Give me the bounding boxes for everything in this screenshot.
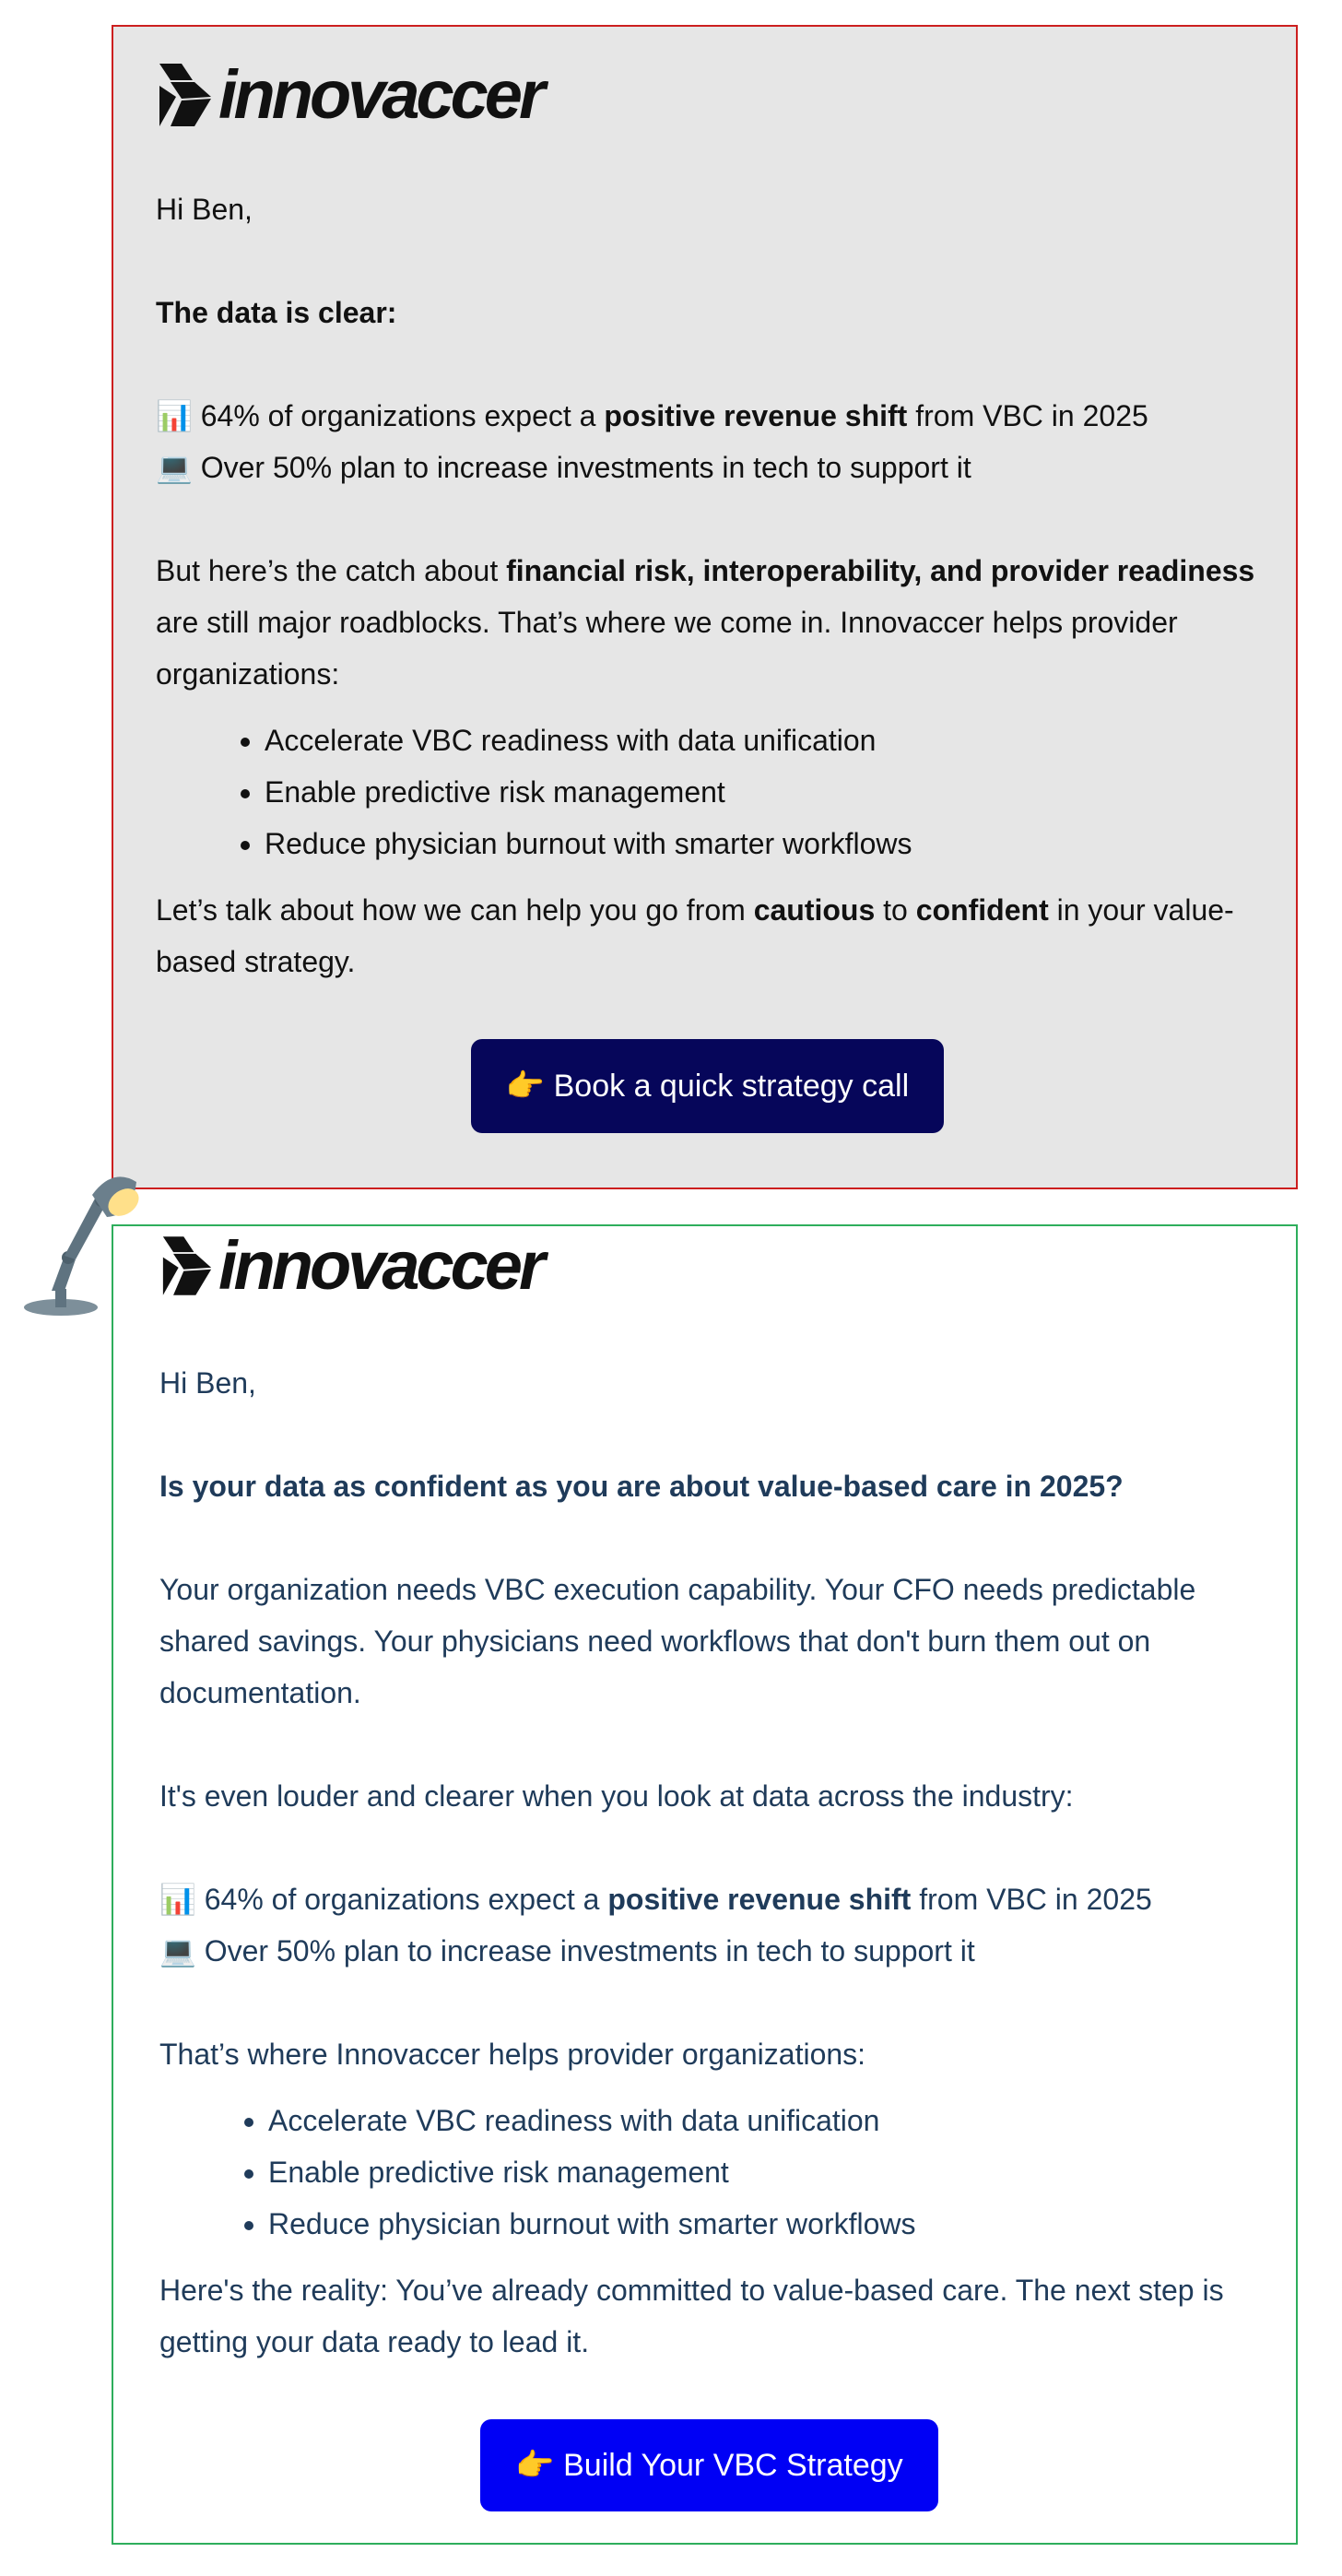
- intro-paragraph: That’s where Innovaccer helps provider organizations:: [159, 2038, 866, 2071]
- stat-revenue: 📊 64% of organizations expect a positive revenue shift from VBC in 2025: [159, 1882, 1152, 1917]
- email-variant-b: [112, 1224, 1298, 2545]
- laptop-icon: 💻: [159, 1933, 196, 1968]
- email-variant-a: [112, 25, 1298, 1189]
- stat-revenue: 📊 64% of organizations expect a positive revenue shift from VBC in 2025: [156, 398, 1148, 433]
- brand-name: innovaccer: [218, 1227, 542, 1304]
- list-item: • Enable predictive risk management: [268, 2146, 1259, 2198]
- vbc-needs-paragraph: Your organization needs VBC execution capability. Your CFO needs predictable shared savings. Your physicians need workflows that don't burn them out on documentation.: [159, 1573, 1196, 1709]
- reality-paragraph: Here's the reality: You’ve already committed to value-based care. The next step is getting your data ready to lead it.: [159, 2274, 1224, 2358]
- innovaccer-logo-icon: [161, 1235, 213, 1297]
- stat-tech: 💻 Over 50% plan to increase investments in tech to support it: [156, 450, 971, 485]
- email-body: [156, 183, 1259, 1133]
- list-item: • Accelerate VBC readiness with data unification: [268, 2095, 1259, 2146]
- list-item: • Accelerate VBC readiness with data unification: [265, 715, 1259, 766]
- list-item: • Reduce physician burnout with smarter workflows: [268, 2198, 1259, 2250]
- list-item: • Reduce physician burnout with smarter workflows: [265, 818, 1259, 869]
- closing-paragraph: Let’s talk about how we can help you go from cautious to confident in your value-based strategy.: [156, 893, 1234, 978]
- innovaccer-logo: [161, 1227, 542, 1304]
- benefit-list: [156, 715, 1259, 869]
- build-vbc-strategy-button[interactable]: 👉 Build Your VBC Strategy: [480, 2419, 937, 2511]
- laptop-icon: 💻: [156, 450, 193, 485]
- industry-paragraph: It's even louder and clearer when you look at data across the industry:: [159, 1779, 1074, 1813]
- innovaccer-logo: [158, 56, 542, 133]
- innovaccer-logo-icon: [158, 62, 213, 128]
- greeting: Hi Ben,: [159, 1366, 256, 1400]
- book-strategy-call-button[interactable]: 👉 Book a quick strategy call: [471, 1039, 944, 1133]
- benefit-list: [159, 2095, 1259, 2250]
- email-body: [159, 1357, 1259, 2511]
- catch-paragraph: But here’s the catch about financial risk, interoperability, and provider readiness are still major roadblocks. That’s where we come in. Innovaccer helps provider organizations:: [156, 554, 1255, 691]
- bar-chart-icon: 📊: [156, 398, 193, 433]
- greeting: Hi Ben,: [156, 193, 253, 226]
- headline: Is your data as confident as you are about value-based care in 2025?: [159, 1470, 1124, 1503]
- brand-name: innovaccer: [218, 56, 542, 133]
- headline: The data is clear:: [156, 296, 397, 329]
- bar-chart-icon: 📊: [159, 1882, 196, 1917]
- list-item: • Enable predictive risk management: [265, 766, 1259, 818]
- stat-tech: 💻 Over 50% plan to increase investments in tech to support it: [159, 1933, 975, 1968]
